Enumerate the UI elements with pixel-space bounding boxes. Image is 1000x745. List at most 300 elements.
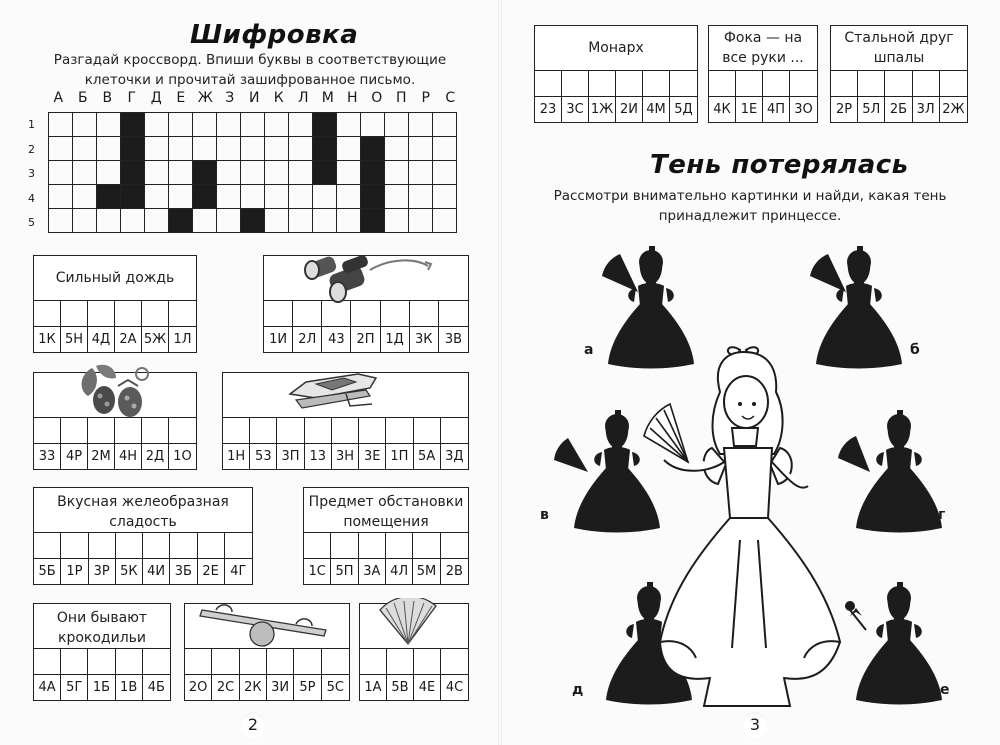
crossword-cell[interactable] — [121, 209, 145, 233]
crossword-cell[interactable] — [433, 185, 457, 209]
clue-text: Монарх — [588, 40, 644, 56]
code-cell: 5А — [414, 443, 441, 469]
row-number: 5 — [28, 216, 35, 230]
answer-cell[interactable] — [198, 532, 225, 558]
answer-cell[interactable] — [736, 70, 763, 96]
answer-cell[interactable] — [34, 300, 61, 326]
answer-cell[interactable] — [439, 300, 468, 326]
answer-cell[interactable] — [616, 70, 643, 96]
clue-box-rain — [33, 255, 197, 353]
answer-cell[interactable] — [790, 70, 817, 96]
clue-text: Сильный дождь — [55, 270, 175, 286]
crossword-cell — [97, 185, 121, 209]
answer-cell[interactable] — [386, 417, 413, 443]
answer-cell[interactable] — [589, 70, 616, 96]
code-cell: 3Б — [170, 558, 197, 584]
code-cell: 4Е — [414, 674, 441, 700]
crossword-cell[interactable] — [385, 209, 409, 233]
answer-cell[interactable] — [709, 70, 736, 96]
code-cell: 1Б — [88, 674, 115, 700]
princess-illustration — [640, 342, 850, 707]
crossword-cell[interactable] — [337, 209, 361, 233]
code-cell: 3И — [267, 674, 294, 700]
answer-cell[interactable] — [61, 532, 88, 558]
code-cell: 4Д — [88, 326, 115, 352]
code-cell: 1Л — [169, 326, 196, 352]
crossword-cell[interactable] — [193, 209, 217, 233]
crossword-cell[interactable] — [49, 113, 73, 137]
clue-line: Фока — на — [723, 30, 803, 46]
cipher-instructions — [30, 50, 470, 90]
answer-cell[interactable] — [264, 300, 293, 326]
code-cell: 5Л — [858, 96, 885, 122]
clue-box-jelly — [33, 487, 253, 585]
answer-cell[interactable] — [142, 300, 169, 326]
answer-cell[interactable] — [535, 70, 562, 96]
answer-cells[interactable] — [223, 417, 468, 443]
clue-box-furniture — [303, 487, 469, 585]
code-cells — [304, 558, 468, 584]
crossword-cell[interactable] — [265, 185, 289, 209]
answer-cell[interactable] — [885, 70, 912, 96]
crossword-grid[interactable] — [48, 112, 457, 233]
code-cell: 1А — [360, 674, 387, 700]
clue-text — [34, 608, 170, 648]
code-cell: 3Л — [913, 96, 940, 122]
clue-box-steel — [830, 25, 968, 123]
answer-cell[interactable] — [359, 532, 386, 558]
crossword-cell[interactable] — [409, 113, 433, 137]
crossword-cell[interactable] — [337, 161, 361, 185]
answer-cell[interactable] — [913, 70, 940, 96]
crossword-cell — [121, 113, 145, 137]
answer-cell[interactable] — [116, 532, 143, 558]
crossword-cell[interactable] — [241, 185, 265, 209]
crossword-cell[interactable] — [433, 113, 457, 137]
column-letter: В — [102, 90, 113, 106]
code-cell: 3О — [790, 96, 817, 122]
answer-cell[interactable] — [858, 70, 885, 96]
clue-line: Предмет обстановки — [308, 494, 464, 510]
column-letter: З — [225, 90, 235, 106]
crossword-cell[interactable] — [145, 209, 169, 233]
answer-cell[interactable] — [322, 648, 349, 674]
code-cell: 3С — [562, 96, 589, 122]
crossword-cell[interactable] — [193, 113, 217, 137]
column-letter: Г — [127, 90, 137, 106]
clue-line: шпалы — [873, 50, 925, 66]
crossword-cell[interactable] — [145, 161, 169, 185]
code-cells — [264, 326, 468, 352]
clue-text — [304, 492, 468, 532]
answer-cell[interactable] — [360, 648, 387, 674]
row-number: 3 — [28, 167, 35, 181]
code-cell: 5Д — [670, 96, 697, 122]
crossword-cell[interactable] — [97, 137, 121, 161]
answer-cell[interactable] — [670, 70, 697, 96]
answer-cell[interactable] — [441, 532, 468, 558]
column-letter: Б — [77, 90, 88, 106]
hand-fan-icon — [378, 598, 440, 648]
code-cell: 2М — [88, 443, 115, 469]
crossword-cell[interactable] — [337, 137, 361, 161]
answer-cell[interactable] — [240, 648, 267, 674]
crossword-cell[interactable] — [169, 185, 193, 209]
crossword-cell[interactable] — [289, 113, 313, 137]
column-letter: И — [249, 90, 260, 106]
code-cell: 3А — [359, 558, 386, 584]
crossword-cell[interactable] — [241, 137, 265, 161]
answer-cell[interactable] — [386, 532, 413, 558]
crossword-cell[interactable] — [217, 137, 241, 161]
code-cell: 1О — [169, 443, 196, 469]
answer-cell[interactable] — [387, 648, 414, 674]
code-cell: 1Р — [61, 558, 88, 584]
page-number: 3 — [742, 712, 768, 738]
code-cell: 2А — [115, 326, 142, 352]
code-cell: 2Д — [142, 443, 169, 469]
code-cell: 4С — [441, 674, 468, 700]
speedboat-icon — [286, 364, 380, 414]
crossword-column-letters — [46, 90, 463, 106]
code-cell: 1П — [386, 443, 413, 469]
crossword-cell[interactable] — [49, 185, 73, 209]
crossword-cell[interactable] — [265, 209, 289, 233]
code-cell: 4Л — [386, 558, 413, 584]
answer-cell[interactable] — [61, 648, 88, 674]
instruction-line: клеточки и прочитай зашифрованное письмо. — [84, 72, 416, 88]
clue-box-monarch — [534, 25, 698, 123]
crossword-cell — [121, 185, 145, 209]
clue-text — [831, 28, 967, 68]
crossword-cell[interactable] — [289, 137, 313, 161]
crossword-cell[interactable] — [241, 161, 265, 185]
crossword-cell — [313, 113, 337, 137]
crossword-cell — [361, 161, 385, 185]
crossword-cell[interactable] — [73, 161, 97, 185]
crossword-cell[interactable] — [361, 113, 385, 137]
crossword-cell[interactable] — [97, 209, 121, 233]
crossword-cell[interactable] — [433, 161, 457, 185]
code-cells — [34, 326, 196, 352]
answer-cell[interactable] — [169, 417, 196, 443]
crossword-cell[interactable] — [409, 185, 433, 209]
clue-text — [34, 492, 252, 532]
answer-cell[interactable] — [940, 70, 967, 96]
column-letter: Л — [297, 90, 309, 106]
answer-cell[interactable] — [170, 532, 197, 558]
code-cell: 5К — [116, 558, 143, 584]
clue-box-crocodile — [33, 603, 171, 701]
answer-cell[interactable] — [331, 532, 358, 558]
column-letter: О — [371, 90, 383, 106]
code-cell: 4И — [143, 558, 170, 584]
shadow-instructions — [520, 186, 980, 226]
code-cell: 2Р — [831, 96, 858, 122]
code-cell: 1С — [304, 558, 331, 584]
crossword-cell[interactable] — [337, 185, 361, 209]
answer-cell[interactable] — [294, 648, 321, 674]
answer-cell[interactable] — [414, 648, 441, 674]
column-letter: С — [445, 90, 456, 106]
code-cell: 2П — [351, 326, 380, 352]
code-cell: 33 — [34, 443, 61, 469]
answer-cell[interactable] — [88, 300, 115, 326]
page-title-cipher: Шифровка — [190, 20, 359, 50]
crossword-cell[interactable] — [289, 161, 313, 185]
crossword-cell[interactable] — [97, 113, 121, 137]
code-cell: 5Б — [34, 558, 61, 584]
answer-cell[interactable] — [441, 648, 468, 674]
crossword-cell — [169, 209, 193, 233]
answer-cell[interactable] — [332, 417, 359, 443]
crossword-cell — [361, 209, 385, 233]
clue-line: крокодильи — [57, 630, 146, 646]
label-d: д — [572, 682, 584, 698]
answer-cell[interactable] — [305, 417, 332, 443]
crossword-cell[interactable] — [217, 113, 241, 137]
code-cell: 2Б — [885, 96, 912, 122]
answer-cell[interactable] — [116, 648, 143, 674]
code-cell: 5Г — [61, 674, 88, 700]
label-e: е — [940, 682, 950, 698]
column-letter: М — [321, 90, 334, 106]
crossword-cell[interactable] — [49, 209, 73, 233]
code-cells — [34, 558, 252, 584]
answer-cell[interactable] — [88, 648, 115, 674]
crossword-cell[interactable] — [73, 137, 97, 161]
column-letter: Е — [176, 90, 186, 106]
code-cells — [360, 674, 468, 700]
answer-cell[interactable] — [441, 417, 468, 443]
code-cells — [535, 96, 697, 122]
clue-line: Вкусная желеобразная — [57, 494, 229, 510]
crossword-cell — [193, 185, 217, 209]
code-cell: 4Г — [225, 558, 252, 584]
code-cell: 5М — [413, 558, 440, 584]
crossword-cell[interactable] — [313, 209, 337, 233]
answer-cell[interactable] — [267, 648, 294, 674]
column-letter: Р — [421, 90, 430, 106]
column-letter: А — [53, 90, 64, 106]
answer-cell[interactable] — [185, 648, 212, 674]
code-cells — [223, 443, 468, 469]
crossword-cell[interactable] — [385, 161, 409, 185]
answer-cells[interactable] — [360, 648, 468, 674]
clue-line: все руки ... — [722, 50, 804, 66]
crossword-cell[interactable] — [265, 161, 289, 185]
code-cells — [34, 674, 170, 700]
answer-cell[interactable] — [34, 648, 61, 674]
crossword-cell[interactable] — [73, 113, 97, 137]
code-cell: 5С — [322, 674, 349, 700]
answer-cell[interactable] — [143, 648, 170, 674]
code-cell: 4М — [643, 96, 670, 122]
answer-cell[interactable] — [115, 300, 142, 326]
crossword-cell[interactable] — [217, 185, 241, 209]
code-cell: 3П — [277, 443, 304, 469]
instruction-line: принадлежит принцессе. — [658, 208, 842, 224]
code-cells — [709, 96, 817, 122]
right-page — [500, 0, 1000, 745]
crossword-cell[interactable] — [217, 161, 241, 185]
answer-cells[interactable] — [34, 648, 170, 674]
crossword-cell[interactable] — [145, 137, 169, 161]
label-b: б — [910, 342, 920, 358]
answer-cell[interactable] — [763, 70, 790, 96]
label-v: в — [540, 507, 549, 523]
code-cell: 4Р — [61, 443, 88, 469]
instruction-line: Разгадай кроссворд. Впиши буквы в соответствующие — [53, 52, 447, 68]
answer-cells[interactable] — [304, 532, 468, 558]
binoculars-icon — [300, 248, 435, 308]
label-g: г — [938, 507, 946, 523]
code-cell: 5П — [331, 558, 358, 584]
answer-cell[interactable] — [413, 532, 440, 558]
answer-cell[interactable] — [169, 300, 196, 326]
code-cell: 4Б — [143, 674, 170, 700]
clue-text — [709, 28, 817, 68]
column-letter: Д — [150, 90, 162, 106]
crossword-cell[interactable] — [193, 137, 217, 161]
crossword-cell[interactable] — [433, 209, 457, 233]
code-cell: 2Ж — [940, 96, 967, 122]
crossword-cell[interactable] — [385, 185, 409, 209]
code-cell: 43 — [322, 326, 351, 352]
answer-cell[interactable] — [225, 532, 252, 558]
shadow-option-e[interactable] — [836, 580, 956, 708]
crossword-cell[interactable] — [409, 161, 433, 185]
crossword-cell — [313, 137, 337, 161]
crossword-cell[interactable] — [289, 185, 313, 209]
crossword-cell[interactable] — [49, 161, 73, 185]
crossword-cell[interactable] — [433, 137, 457, 161]
answer-cells[interactable] — [709, 70, 817, 96]
crossword-cell[interactable] — [49, 137, 73, 161]
code-cell: 1К — [34, 326, 61, 352]
code-cell: 53 — [250, 443, 277, 469]
column-letter: П — [395, 90, 407, 106]
clue-line: сладость — [109, 514, 177, 530]
clue-box-foka — [708, 25, 818, 123]
raspberry-icon — [72, 360, 162, 422]
clue-line: Стальной друг — [844, 30, 954, 46]
crossword-cell[interactable] — [385, 113, 409, 137]
code-cell: 2С — [212, 674, 239, 700]
code-cells — [34, 443, 196, 469]
crossword-cell[interactable] — [289, 209, 313, 233]
answer-cell[interactable] — [562, 70, 589, 96]
crossword-cell[interactable] — [145, 185, 169, 209]
code-cell: 4А — [34, 674, 61, 700]
crossword-cell[interactable] — [169, 113, 193, 137]
page-title-shadow: Тень потерялась — [650, 150, 909, 180]
code-cell: 2О — [185, 674, 212, 700]
crossword-cell — [361, 185, 385, 209]
clue-line: помещения — [343, 514, 429, 530]
crossword-cell[interactable] — [409, 209, 433, 233]
crossword-cell[interactable] — [217, 209, 241, 233]
code-cell: 5В — [387, 674, 414, 700]
answer-cells[interactable] — [185, 648, 349, 674]
code-cells — [831, 96, 967, 122]
crossword-cell[interactable] — [169, 137, 193, 161]
answer-cell[interactable] — [34, 417, 61, 443]
code-cell: 5Н — [61, 326, 88, 352]
answer-cell[interactable] — [643, 70, 670, 96]
code-cell: 1Ж — [589, 96, 616, 122]
code-cell: 5Ж — [142, 326, 169, 352]
answer-cell[interactable] — [89, 532, 116, 558]
label-a: а — [584, 342, 594, 358]
crossword-cell[interactable] — [73, 209, 97, 233]
code-cell: 2Л — [293, 326, 322, 352]
crossword-cell[interactable] — [385, 137, 409, 161]
code-cell: 1Н — [223, 443, 250, 469]
row-number: 2 — [28, 142, 35, 156]
crossword-cell[interactable] — [73, 185, 97, 209]
answer-cell[interactable] — [359, 417, 386, 443]
answer-cell[interactable] — [61, 300, 88, 326]
crossword-cell[interactable] — [169, 161, 193, 185]
answer-cell[interactable] — [34, 532, 61, 558]
code-cell: 3Д — [441, 443, 468, 469]
code-cell: 4П — [763, 96, 790, 122]
answer-cells[interactable] — [34, 300, 196, 326]
code-cell: 1Д — [381, 326, 410, 352]
answer-cells[interactable] — [34, 532, 252, 558]
crossword-cell[interactable] — [265, 137, 289, 161]
column-letter: Ж — [197, 90, 213, 106]
code-cell: 13 — [305, 443, 332, 469]
page-number: 2 — [240, 712, 266, 738]
answer-cell[interactable] — [250, 417, 277, 443]
crossword-cell[interactable] — [241, 113, 265, 137]
code-cell: 5Р — [294, 674, 321, 700]
crossword-cell — [241, 209, 265, 233]
answer-cell[interactable] — [223, 417, 250, 443]
answer-cells[interactable] — [535, 70, 697, 96]
crossword-cell[interactable] — [313, 185, 337, 209]
crossword-cell[interactable] — [409, 137, 433, 161]
answer-cell[interactable] — [277, 417, 304, 443]
answer-cell[interactable] — [831, 70, 858, 96]
answer-cell[interactable] — [212, 648, 239, 674]
code-cell: 23 — [535, 96, 562, 122]
row-number: 1 — [28, 118, 35, 131]
crossword-cell[interactable] — [265, 113, 289, 137]
code-cells — [185, 674, 349, 700]
crossword-cell[interactable] — [97, 161, 121, 185]
answer-cell[interactable] — [304, 532, 331, 558]
row-number: 4 — [28, 191, 35, 205]
code-cell: 3Р — [89, 558, 116, 584]
code-cell: 2К — [240, 674, 267, 700]
code-cell: 1И — [264, 326, 293, 352]
code-cell: 3Н — [332, 443, 359, 469]
answer-cells[interactable] — [831, 70, 967, 96]
code-cell: 3В — [439, 326, 468, 352]
answer-cell[interactable] — [143, 532, 170, 558]
instruction-line: Рассмотри внимательно картинки и найди, какая тень — [553, 188, 947, 204]
code-cell: 1В — [116, 674, 143, 700]
crossword-cell — [121, 137, 145, 161]
answer-cell[interactable] — [414, 417, 441, 443]
crossword-cell — [313, 161, 337, 185]
crossword-cell[interactable] — [145, 113, 169, 137]
code-cell: 3К — [410, 326, 439, 352]
crossword-cell[interactable] — [337, 113, 361, 137]
